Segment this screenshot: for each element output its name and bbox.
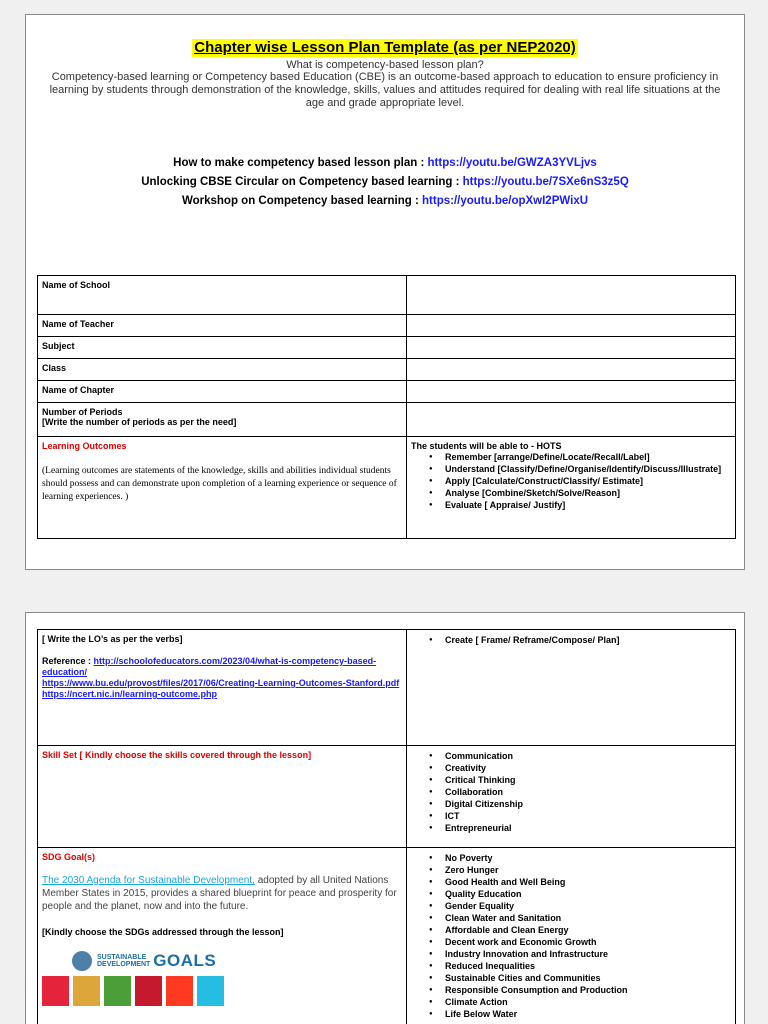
list-item: ● Decent work and Economic Growth — [411, 936, 731, 948]
subject-value[interactable] — [407, 337, 736, 359]
list-item: ● Communication — [411, 750, 731, 762]
create-list — [411, 634, 731, 646]
periods-note: [Write the number of periods as per the need] — [42, 417, 237, 427]
table-row — [38, 337, 736, 359]
lesson-details-table — [37, 629, 736, 1024]
list-item: ● Creativity — [411, 762, 731, 774]
periods-label: Number of Periods — [42, 407, 123, 417]
video-link-row — [26, 173, 744, 192]
table-row — [38, 381, 736, 403]
learning-outcomes-cell — [38, 437, 407, 539]
subject-label: Subject — [38, 337, 407, 359]
create-cell — [407, 630, 736, 746]
list-item: ● Zero Hunger — [411, 864, 731, 876]
reference-link[interactable]: https://ncert.nic.in/learning-outcome.php — [42, 689, 218, 699]
sdg-agenda-link[interactable]: The 2030 Agenda for Sustainable Development, — [42, 875, 255, 886]
reference-link[interactable]: https://www.bu.edu/provost/files/2017/06/Creating-Learning-Outcomes-Stanford.pdf — [42, 678, 400, 688]
sdg-description: adopted by all United Nations Member States in 2015, provides a shared blueprint for peace and prosperity for people and the planet, now and into the future. — [42, 875, 397, 912]
list-item: ● Gender Equality — [411, 900, 731, 912]
video-link-label: Unlocking CBSE Circular on Competency based learning : — [141, 176, 463, 188]
table-row — [38, 359, 736, 381]
periods-value[interactable] — [407, 403, 736, 437]
sdg-logo — [72, 951, 402, 971]
sdg-cell — [38, 848, 407, 1024]
learning-outcomes-title: Learning Outcomes — [42, 441, 127, 451]
list-item: ● Good Health and Well Being — [411, 876, 731, 888]
skill-set-title: Skill Set [ Kindly choose the skills covered through the lesson] — [42, 750, 312, 760]
video-link-label: Workshop on Competency based learning : — [181, 195, 423, 207]
sdg-list — [411, 852, 731, 1020]
video-link-row — [26, 154, 744, 173]
sdg-list-cell — [407, 848, 736, 1024]
sdg-logo-text — [97, 954, 150, 968]
teacher-label: Name of Teacher — [38, 315, 407, 337]
list-item: ● Apply [Calculate/Construct/Classify/ Estimate] — [411, 475, 731, 487]
list-item: ● Critical Thinking — [411, 774, 731, 786]
chapter-label: Name of Chapter — [38, 381, 407, 403]
table-row — [38, 403, 736, 437]
list-item: ● Remember [arrange/Define/Locate/Recall/Label] — [411, 451, 731, 463]
video-link-row — [26, 192, 744, 211]
skills-cell — [407, 746, 736, 848]
list-item: ● Quality Education — [411, 888, 731, 900]
list-item: ● Analyse [Combine/Sketch/Solve/Reason] — [411, 487, 731, 499]
teacher-value[interactable] — [407, 315, 736, 337]
list-item: ● Affordable and Clean Energy — [411, 924, 731, 936]
sdg-instruction: [Kindly choose the SDGs addressed through the lesson] — [42, 927, 284, 937]
document-page-2 — [25, 612, 745, 1024]
hots-list — [411, 451, 731, 511]
reference-link[interactable]: http://schoolofeducators.com/2023/04/what-is-competency-based-education/ — [42, 656, 377, 677]
list-item: ● Climate Action — [411, 996, 731, 1008]
list-item: ● Clean Water and Sanitation — [411, 912, 731, 924]
document-page-1 — [25, 14, 745, 570]
table-row — [38, 746, 736, 848]
table-row — [38, 848, 736, 1024]
sdg-paragraph — [42, 874, 402, 913]
table-row — [38, 276, 736, 315]
list-item: ● Evaluate [ Appraise/ Justify] — [411, 499, 731, 511]
hots-cell — [407, 437, 736, 539]
school-value[interactable] — [407, 276, 736, 315]
sdg-tile-icon — [104, 976, 131, 1006]
list-item: ● Sustainable Cities and Communities — [411, 972, 731, 984]
chapter-value[interactable] — [407, 381, 736, 403]
reference-label: Reference : — [42, 656, 94, 666]
reference-block — [42, 656, 402, 700]
list-item: ● Life Below Water — [411, 1008, 731, 1020]
list-item: ● ICT — [411, 810, 731, 822]
sdg-logo-top: SUSTAINABLE — [97, 954, 147, 961]
sdg-tile-icon — [73, 976, 100, 1006]
list-item: ● Collaboration — [411, 786, 731, 798]
page-title: Chapter wise Lesson Plan Template (as per NEP2020) — [194, 39, 576, 56]
sdg-tile-icon — [42, 976, 69, 1006]
sdg-title: SDG Goal(s) — [42, 852, 96, 862]
list-item: ● Industry Innovation and Infrastructure — [411, 948, 731, 960]
sdg-tile-icon — [197, 976, 224, 1006]
school-label: Name of School — [38, 276, 407, 315]
list-item: ● Responsible Consumption and Production — [411, 984, 731, 996]
table-row — [38, 315, 736, 337]
sdg-logo-mid: DEVELOPMENT — [97, 961, 151, 968]
hots-title: The students will be able to - HOTS — [411, 441, 562, 451]
video-link-url[interactable]: https://youtu.be/7SXe6nS3z5Q — [462, 176, 629, 188]
lo-reference-cell — [38, 630, 407, 746]
table-row — [38, 437, 736, 539]
skills-list — [411, 750, 731, 834]
periods-cell — [38, 403, 407, 437]
skill-set-cell — [38, 746, 407, 848]
list-item: ● Entrepreneurial — [411, 822, 731, 834]
sdg-logo-word: GOALS — [153, 951, 217, 970]
class-value[interactable] — [407, 359, 736, 381]
table-row — [38, 630, 736, 746]
video-link-label: How to make competency based lesson plan : — [173, 157, 428, 169]
lo-instruction: [ Write the LO’s as per the verbs] — [42, 634, 183, 644]
class-label: Class — [38, 359, 407, 381]
learning-outcomes-desc: (Learning outcomes are statements of the knowledge, skills and abilities individual students should possess and can demonstrate upon completion of a learning experience or sequence of learning experiences. ) — [42, 466, 397, 502]
list-item: ● Reduced Inequalities — [411, 960, 731, 972]
intro-question: What is competency-based lesson plan? — [286, 59, 484, 71]
video-link-url[interactable]: https://youtu.be/opXwI2PWixU — [422, 195, 589, 207]
lesson-info-table — [37, 275, 736, 539]
video-link-url[interactable]: https://youtu.be/GWZA3YVLjvs — [427, 157, 597, 169]
list-item: ● Digital Citizenship — [411, 798, 731, 810]
un-emblem-icon — [72, 951, 92, 971]
sdg-tiles — [42, 976, 402, 1006]
title-wrap — [26, 39, 744, 57]
sdg-tile-icon — [135, 976, 162, 1006]
video-links — [26, 154, 744, 211]
list-item: ● Understand [Classify/Define/Organise/Identify/Discuss/Illustrate] — [411, 463, 731, 475]
list-item: ● Create [ Frame/ Reframe/Compose/ Plan] — [411, 634, 731, 646]
list-item: ● No Poverty — [411, 852, 731, 864]
sdg-tile-icon — [166, 976, 193, 1006]
intro-paragraph: Competency-based learning or Competency based Education (CBE) is an outcome-based approach to education to ensure proficiency in learning by students through demonstration of the knowledge, skills, values and attitudes required for dealing with real life situations at the age and grade appropriate level. — [49, 71, 721, 109]
